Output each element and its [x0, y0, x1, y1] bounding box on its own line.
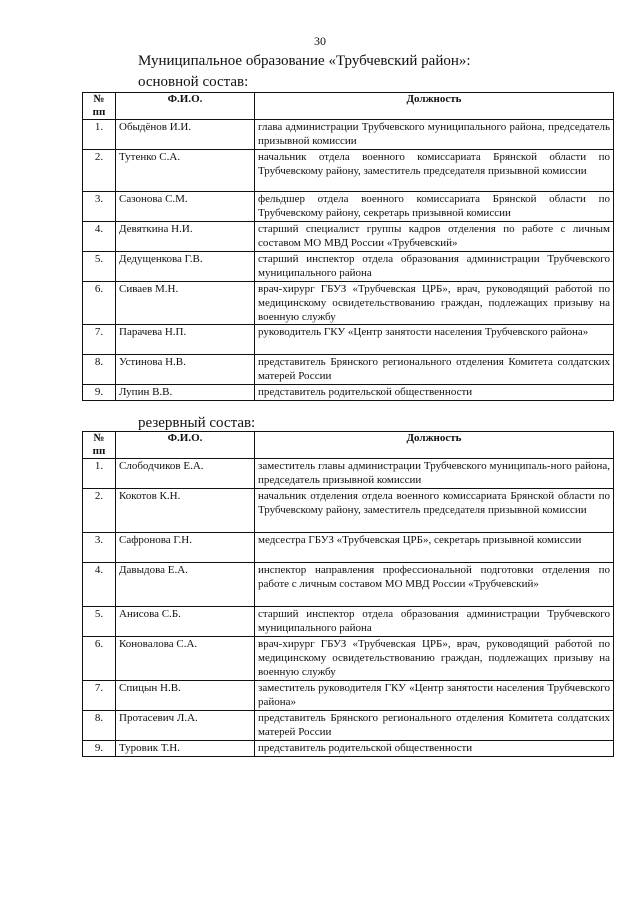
row-number: 1. [83, 120, 116, 150]
row-number: 2. [83, 489, 116, 533]
row-number: 8. [83, 355, 116, 385]
member-name: Сафронова Г.Н. [116, 533, 255, 563]
column-header-name: Ф.И.О. [116, 432, 255, 459]
column-header-number: № пп [83, 93, 116, 120]
row-number: 4. [83, 563, 116, 607]
main-composition-table [82, 92, 614, 401]
member-position: начальник отделения отдела военного комиссариата Брянской области по Трубчевскому району, заместитель председателя призывной комиссии [255, 489, 614, 533]
table-row [83, 355, 614, 385]
member-position: медсестра ГБУЗ «Трубчевская ЦРБ», секретарь призывной комиссии [255, 533, 614, 563]
member-name: Слободчиков Е.А. [116, 459, 255, 489]
member-position: представитель родительской общественности [255, 741, 614, 757]
member-position: начальник отдела военного комиссариата Брянской области по Трубчевскому району, заместитель председателя призывной комиссии [255, 150, 614, 192]
member-position: инспектор направления профессиональной подготовки отделения по работе с личным составом МО МВД России «Трубчевский» [255, 563, 614, 607]
table-row [83, 711, 614, 741]
table-row [83, 459, 614, 489]
reserve-composition-table [82, 431, 614, 757]
column-header-position: Должность [255, 432, 614, 459]
row-number: 3. [83, 192, 116, 222]
row-number: 4. [83, 222, 116, 252]
table-row [83, 637, 614, 681]
table-header-row [83, 432, 614, 459]
member-position: представитель родительской общественности [255, 385, 614, 401]
table-row [83, 120, 614, 150]
member-name: Туровик Т.Н. [116, 741, 255, 757]
table-row [83, 282, 614, 325]
member-name: Давыдова Е.А. [116, 563, 255, 607]
member-position: заместитель главы администрации Трубчевского муниципаль-ного района, председатель призывной комиссии [255, 459, 614, 489]
row-number: 7. [83, 681, 116, 711]
member-position: старший специалист группы кадров отделения по работе с личным составом МО МВД России «Трубчевский» [255, 222, 614, 252]
member-name: Девяткина Н.И. [116, 222, 255, 252]
row-number: 1. [83, 459, 116, 489]
table-row [83, 192, 614, 222]
row-number: 3. [83, 533, 116, 563]
member-name: Устинова Н.В. [116, 355, 255, 385]
column-header-number: № пп [83, 432, 116, 459]
member-name: Парачева Н.П. [116, 325, 255, 355]
table-row [83, 150, 614, 192]
member-position: врач-хирург ГБУЗ «Трубчевская ЦРБ», врач, руководящий работой по медицинскому освидетельствованию граждан, подлежащих призыву на военную службу [255, 637, 614, 681]
row-number: 5. [83, 252, 116, 282]
member-name: Кокотов К.Н. [116, 489, 255, 533]
row-number: 6. [83, 282, 116, 325]
table-row [83, 607, 614, 637]
member-name: Анисова С.Б. [116, 607, 255, 637]
member-position: фельдшер отдела военного комиссариата Брянской области по Трубчевскому району, секретарь призывной комиссии [255, 192, 614, 222]
main-composition-subheading: основной состав: [138, 74, 249, 90]
member-position: руководитель ГКУ «Центр занятости населения Трубчевского района» [255, 325, 614, 355]
row-number: 6. [83, 637, 116, 681]
table-row [83, 563, 614, 607]
member-name: Сазонова С.М. [116, 192, 255, 222]
member-name: Тутенко С.А. [116, 150, 255, 192]
table-row [83, 252, 614, 282]
table-row [83, 222, 614, 252]
table-row [83, 741, 614, 757]
row-number: 8. [83, 711, 116, 741]
table-row [83, 325, 614, 355]
member-name: Обыдёнов И.И. [116, 120, 255, 150]
table-row [83, 533, 614, 563]
reserve-composition-subheading: резервный состав: [138, 415, 256, 431]
table-row [83, 681, 614, 711]
member-position: старший инспектор отдела образования администрации Трубчевского муниципального района [255, 607, 614, 637]
member-name: Протасевич Л.А. [116, 711, 255, 741]
table-row [83, 489, 614, 533]
row-number: 5. [83, 607, 116, 637]
row-number: 2. [83, 150, 116, 192]
row-number: 7. [83, 325, 116, 355]
member-position: представитель Брянского регионального отделения Комитета солдатских матерей России [255, 355, 614, 385]
member-name: Спицын Н.В. [116, 681, 255, 711]
member-name: Лупин В.В. [116, 385, 255, 401]
member-name: Коновалова С.А. [116, 637, 255, 681]
table-header-row [83, 93, 614, 120]
row-number: 9. [83, 741, 116, 757]
row-number: 9. [83, 385, 116, 401]
page-number: 30 [314, 34, 326, 48]
member-position: старший инспектор отдела образования администрации Трубчевского муниципального района [255, 252, 614, 282]
column-header-name: Ф.И.О. [116, 93, 255, 120]
member-name: Сиваев М.Н. [116, 282, 255, 325]
column-header-position: Должность [255, 93, 614, 120]
member-name: Дедущенкова Г.В. [116, 252, 255, 282]
member-position: представитель Брянского регионального отделения Комитета солдатских матерей России [255, 711, 614, 741]
document-heading: Муниципальное образование «Трубчевский район»: [138, 53, 471, 69]
member-position: глава администрации Трубчевского муниципального района, председатель призывной комиссии [255, 120, 614, 150]
member-position: врач-хирург ГБУЗ «Трубчевская ЦРБ», врач, руководящий работой по медицинскому освидетельствованию граждан, подлежащих призыву на военную службу [255, 282, 614, 325]
member-position: заместитель руководителя ГКУ «Центр занятости населения Трубчевского района» [255, 681, 614, 711]
table-row [83, 385, 614, 401]
